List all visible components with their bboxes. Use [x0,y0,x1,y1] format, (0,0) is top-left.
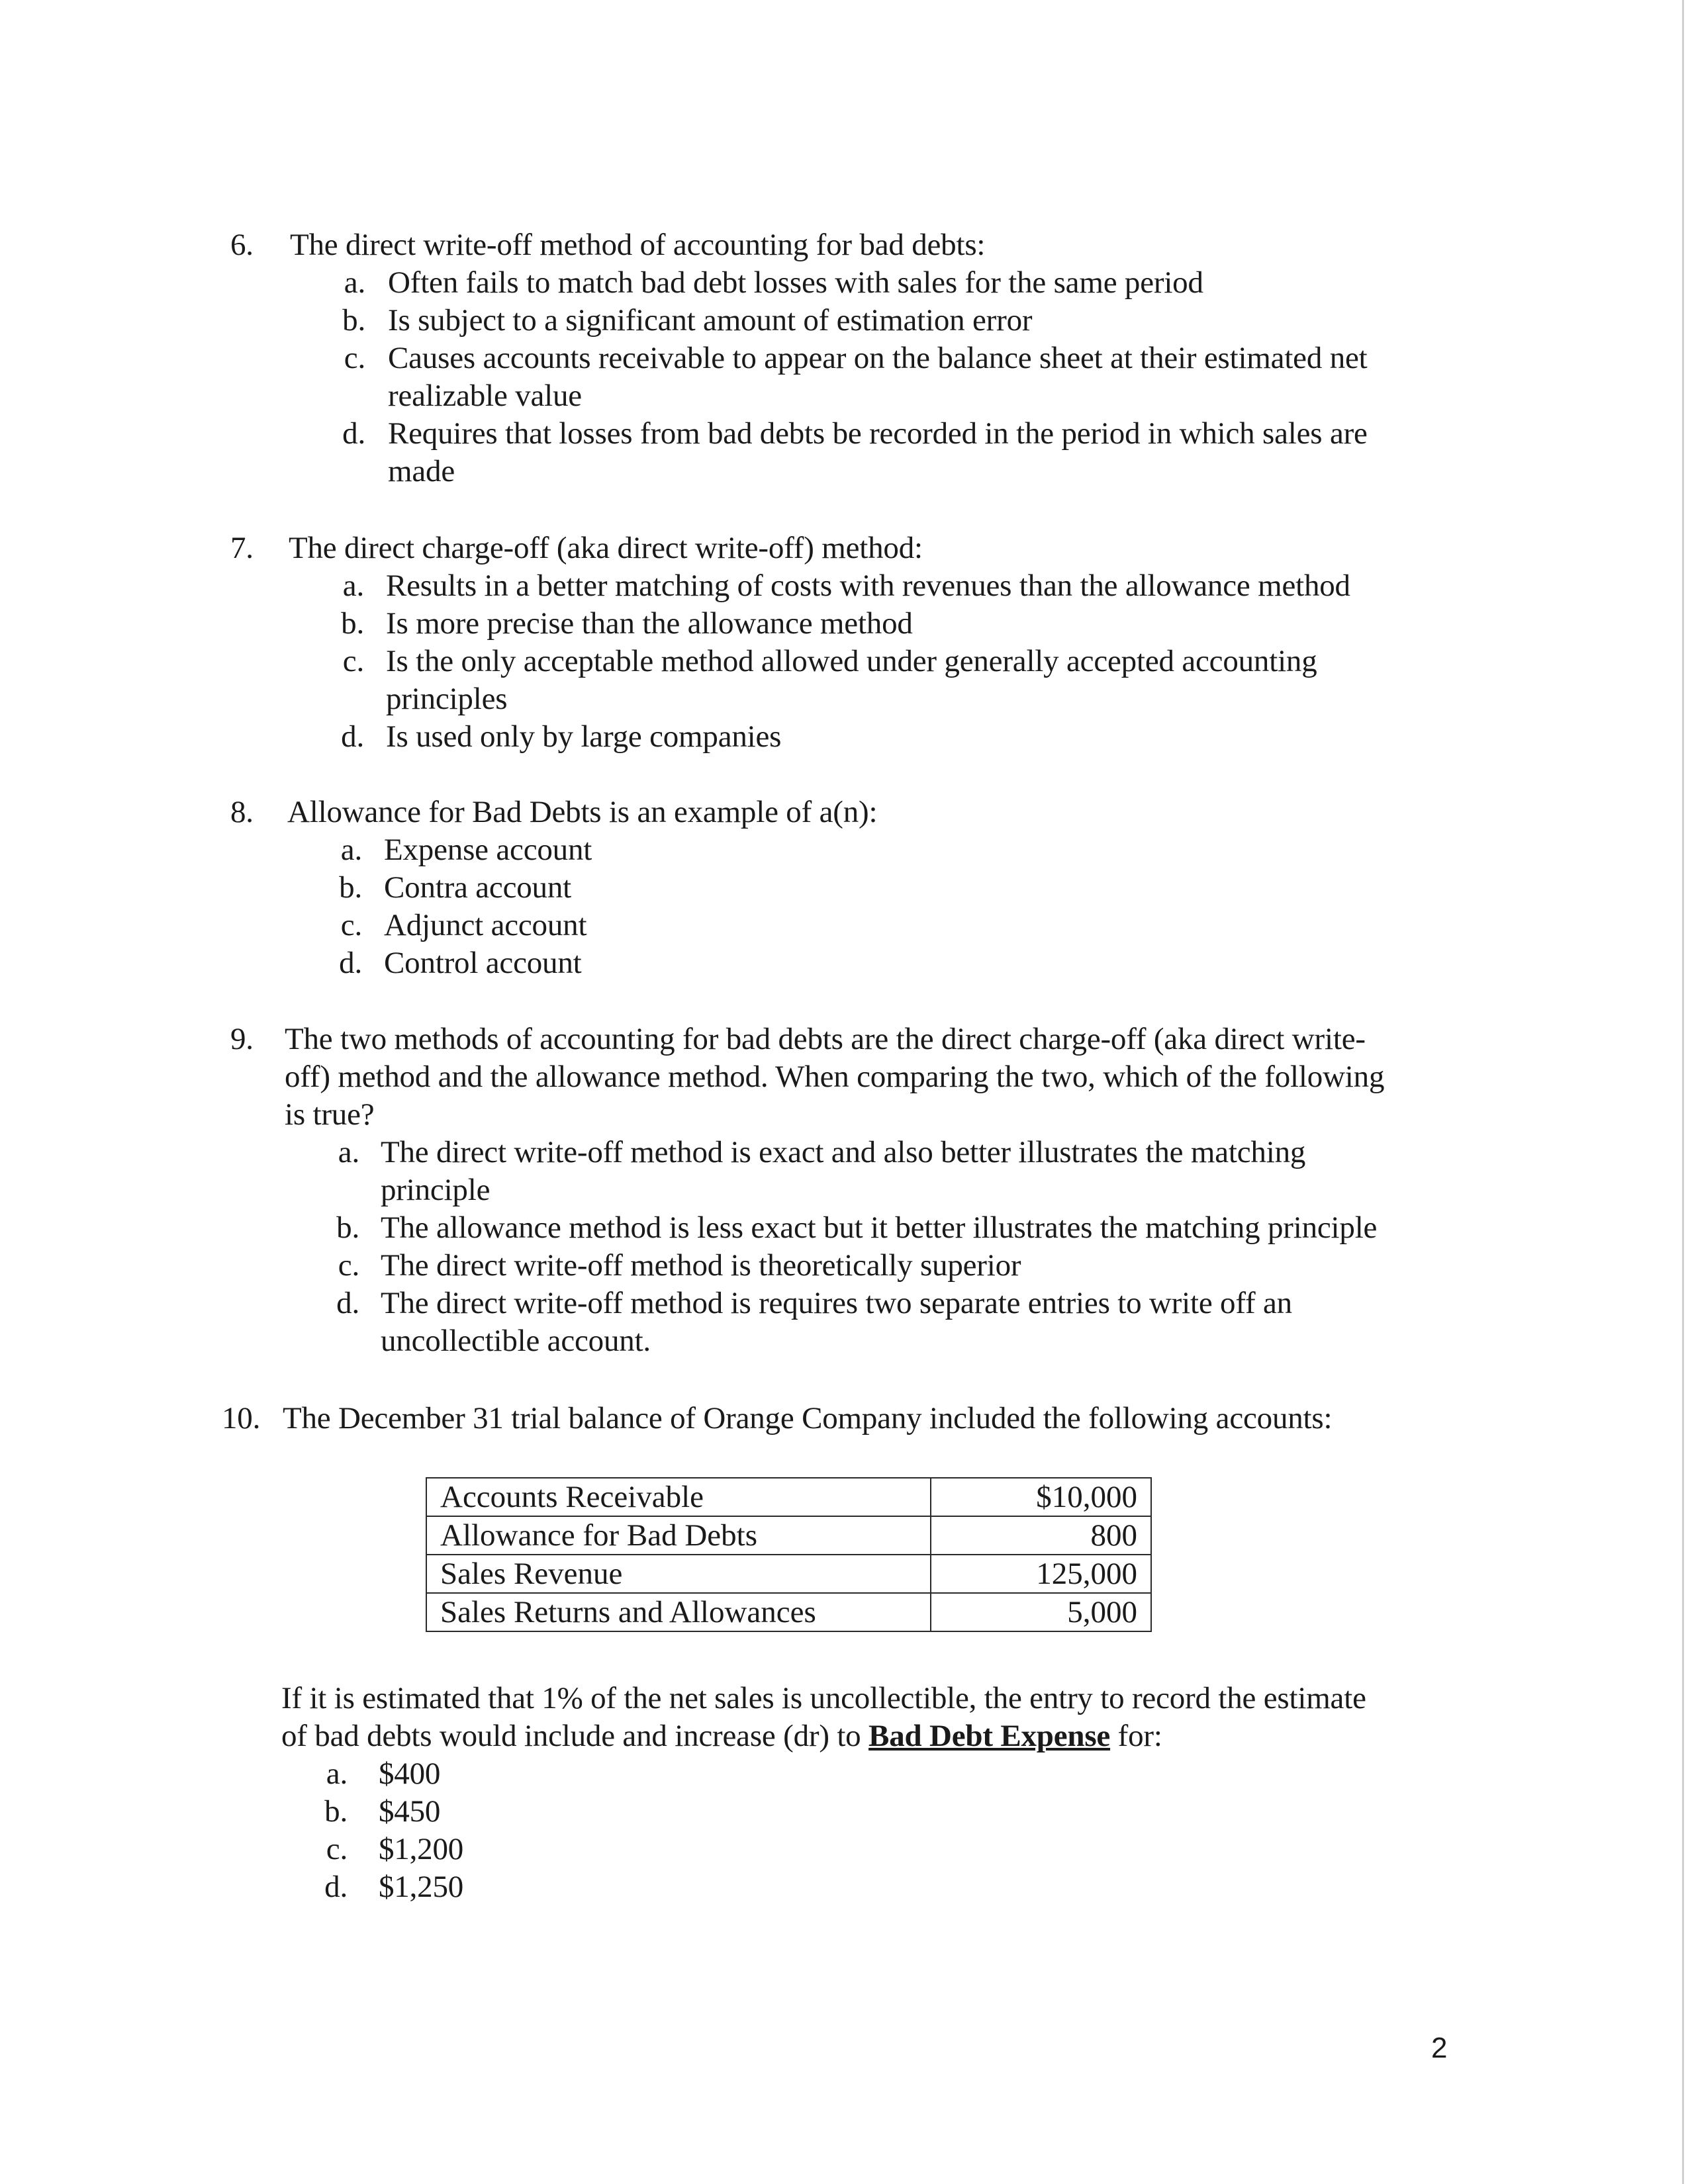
option-letter: b. [324,1794,348,1829]
account-cell: Accounts Receivable [426,1478,931,1516]
option-letter: b. [336,1210,359,1245]
page-number: 2 [1431,2032,1448,2064]
option-text: Is subject to a significant amount of estimation error [388,303,1033,338]
option-text: The allowance method is less exact but it better illustrates the matching principle [381,1210,1378,1245]
option-letter: d. [336,1286,359,1320]
question-number: 7. [230,531,254,565]
option-letter: a. [344,265,365,300]
table-row [426,1555,1151,1593]
option-letter: c. [326,1832,348,1866]
option-text: Is more precise than the allowance method [386,606,913,641]
option-letter: b. [339,870,362,905]
option-letter: a. [342,569,364,603]
option-text: Results in a better matching of costs with revenues than the allowance method [386,569,1350,603]
option-letter: a. [326,1756,348,1791]
scan-edge [1682,0,1684,2184]
option-text: Causes accounts receivable to appear on the balance sheet at their estimated net [388,341,1368,375]
option-text: Is the only acceptable method allowed under generally accepted accounting [386,644,1317,678]
question-stem: The direct charge-off (aka direct write-off) method: [289,531,923,565]
table-row [426,1478,1151,1516]
option-text: Expense account [384,833,592,867]
option-text: $1,250 [379,1870,464,1904]
option-letter: c. [342,644,364,678]
question-stem: The December 31 trial balance of Orange Company included the following accounts: [283,1401,1333,1435]
question-stem: is true? [285,1097,375,1132]
option-letter: a. [338,1135,359,1169]
option-text: $400 [379,1756,441,1791]
table-row [426,1593,1151,1631]
followup-pre: of bad debts would include and increase (dr) to [281,1719,861,1753]
option-text: The direct write-off method is theoretically superior [381,1248,1021,1283]
question-stem: The direct write-off method of accounting for bad debts: [290,228,986,262]
option-letter: b. [342,303,365,338]
option-letter: d. [324,1870,348,1904]
option-text: Requires that losses from bad debts be recorded in the period in which sales are [388,416,1368,451]
followup-text [281,1717,1162,1754]
option-text: Control account [384,946,582,980]
option-text: Is used only by large companies [386,719,782,754]
option-text: The direct write-off method is exact and also better illustrates the matching [381,1135,1306,1169]
option-text: made [388,454,455,488]
option-text: uncollectible account. [381,1324,651,1358]
option-text: principles [386,682,508,716]
option-letter: c. [344,341,365,375]
followup-text: If it is estimated that 1% of the net sales is uncollectible, the entry to record the estimate [281,1681,1366,1715]
amount-cell: 5,000 [931,1593,1151,1631]
option-letter: d. [341,719,364,754]
option-text: Adjunct account [384,908,587,942]
account-cell: Allowance for Bad Debts [426,1516,931,1555]
followup-post: for: [1117,1719,1162,1753]
option-letter: d. [342,416,365,451]
amount-cell: 800 [931,1516,1151,1555]
amount-cell: $10,000 [931,1478,1151,1516]
option-text: Contra account [384,870,572,905]
question-number: 6. [230,228,254,262]
account-cell: Sales Returns and Allowances [426,1593,931,1631]
option-letter: b. [341,606,364,641]
question-number: 8. [230,795,254,829]
option-letter: c. [338,1248,359,1283]
trial-balance-table [426,1477,1152,1632]
question-stem: The two methods of accounting for bad debts are the direct charge-off (aka direct write- [285,1022,1366,1056]
question-stem: Allowance for Bad Debts is an example of a(n): [287,795,878,829]
question-stem: off) method and the allowance method. When comparing the two, which of the following [285,1060,1385,1094]
option-text: $1,200 [379,1832,464,1866]
option-text: principle [381,1173,491,1207]
amount-cell: 125,000 [931,1555,1151,1593]
option-text: $450 [379,1794,441,1829]
option-letter: d. [339,946,362,980]
bad-debt-expense-emphasis: Bad Debt Expense [868,1719,1111,1753]
option-text: Often fails to match bad debt losses with sales for the same period [388,265,1203,300]
question-number: 10. [222,1401,261,1435]
option-letter: c. [340,908,362,942]
option-text: The direct write-off method is requires two separate entries to write off an [381,1286,1292,1320]
account-cell: Sales Revenue [426,1555,931,1593]
table-row [426,1516,1151,1555]
option-letter: a. [340,833,362,867]
option-text: realizable value [388,379,582,413]
question-number: 9. [230,1022,254,1056]
